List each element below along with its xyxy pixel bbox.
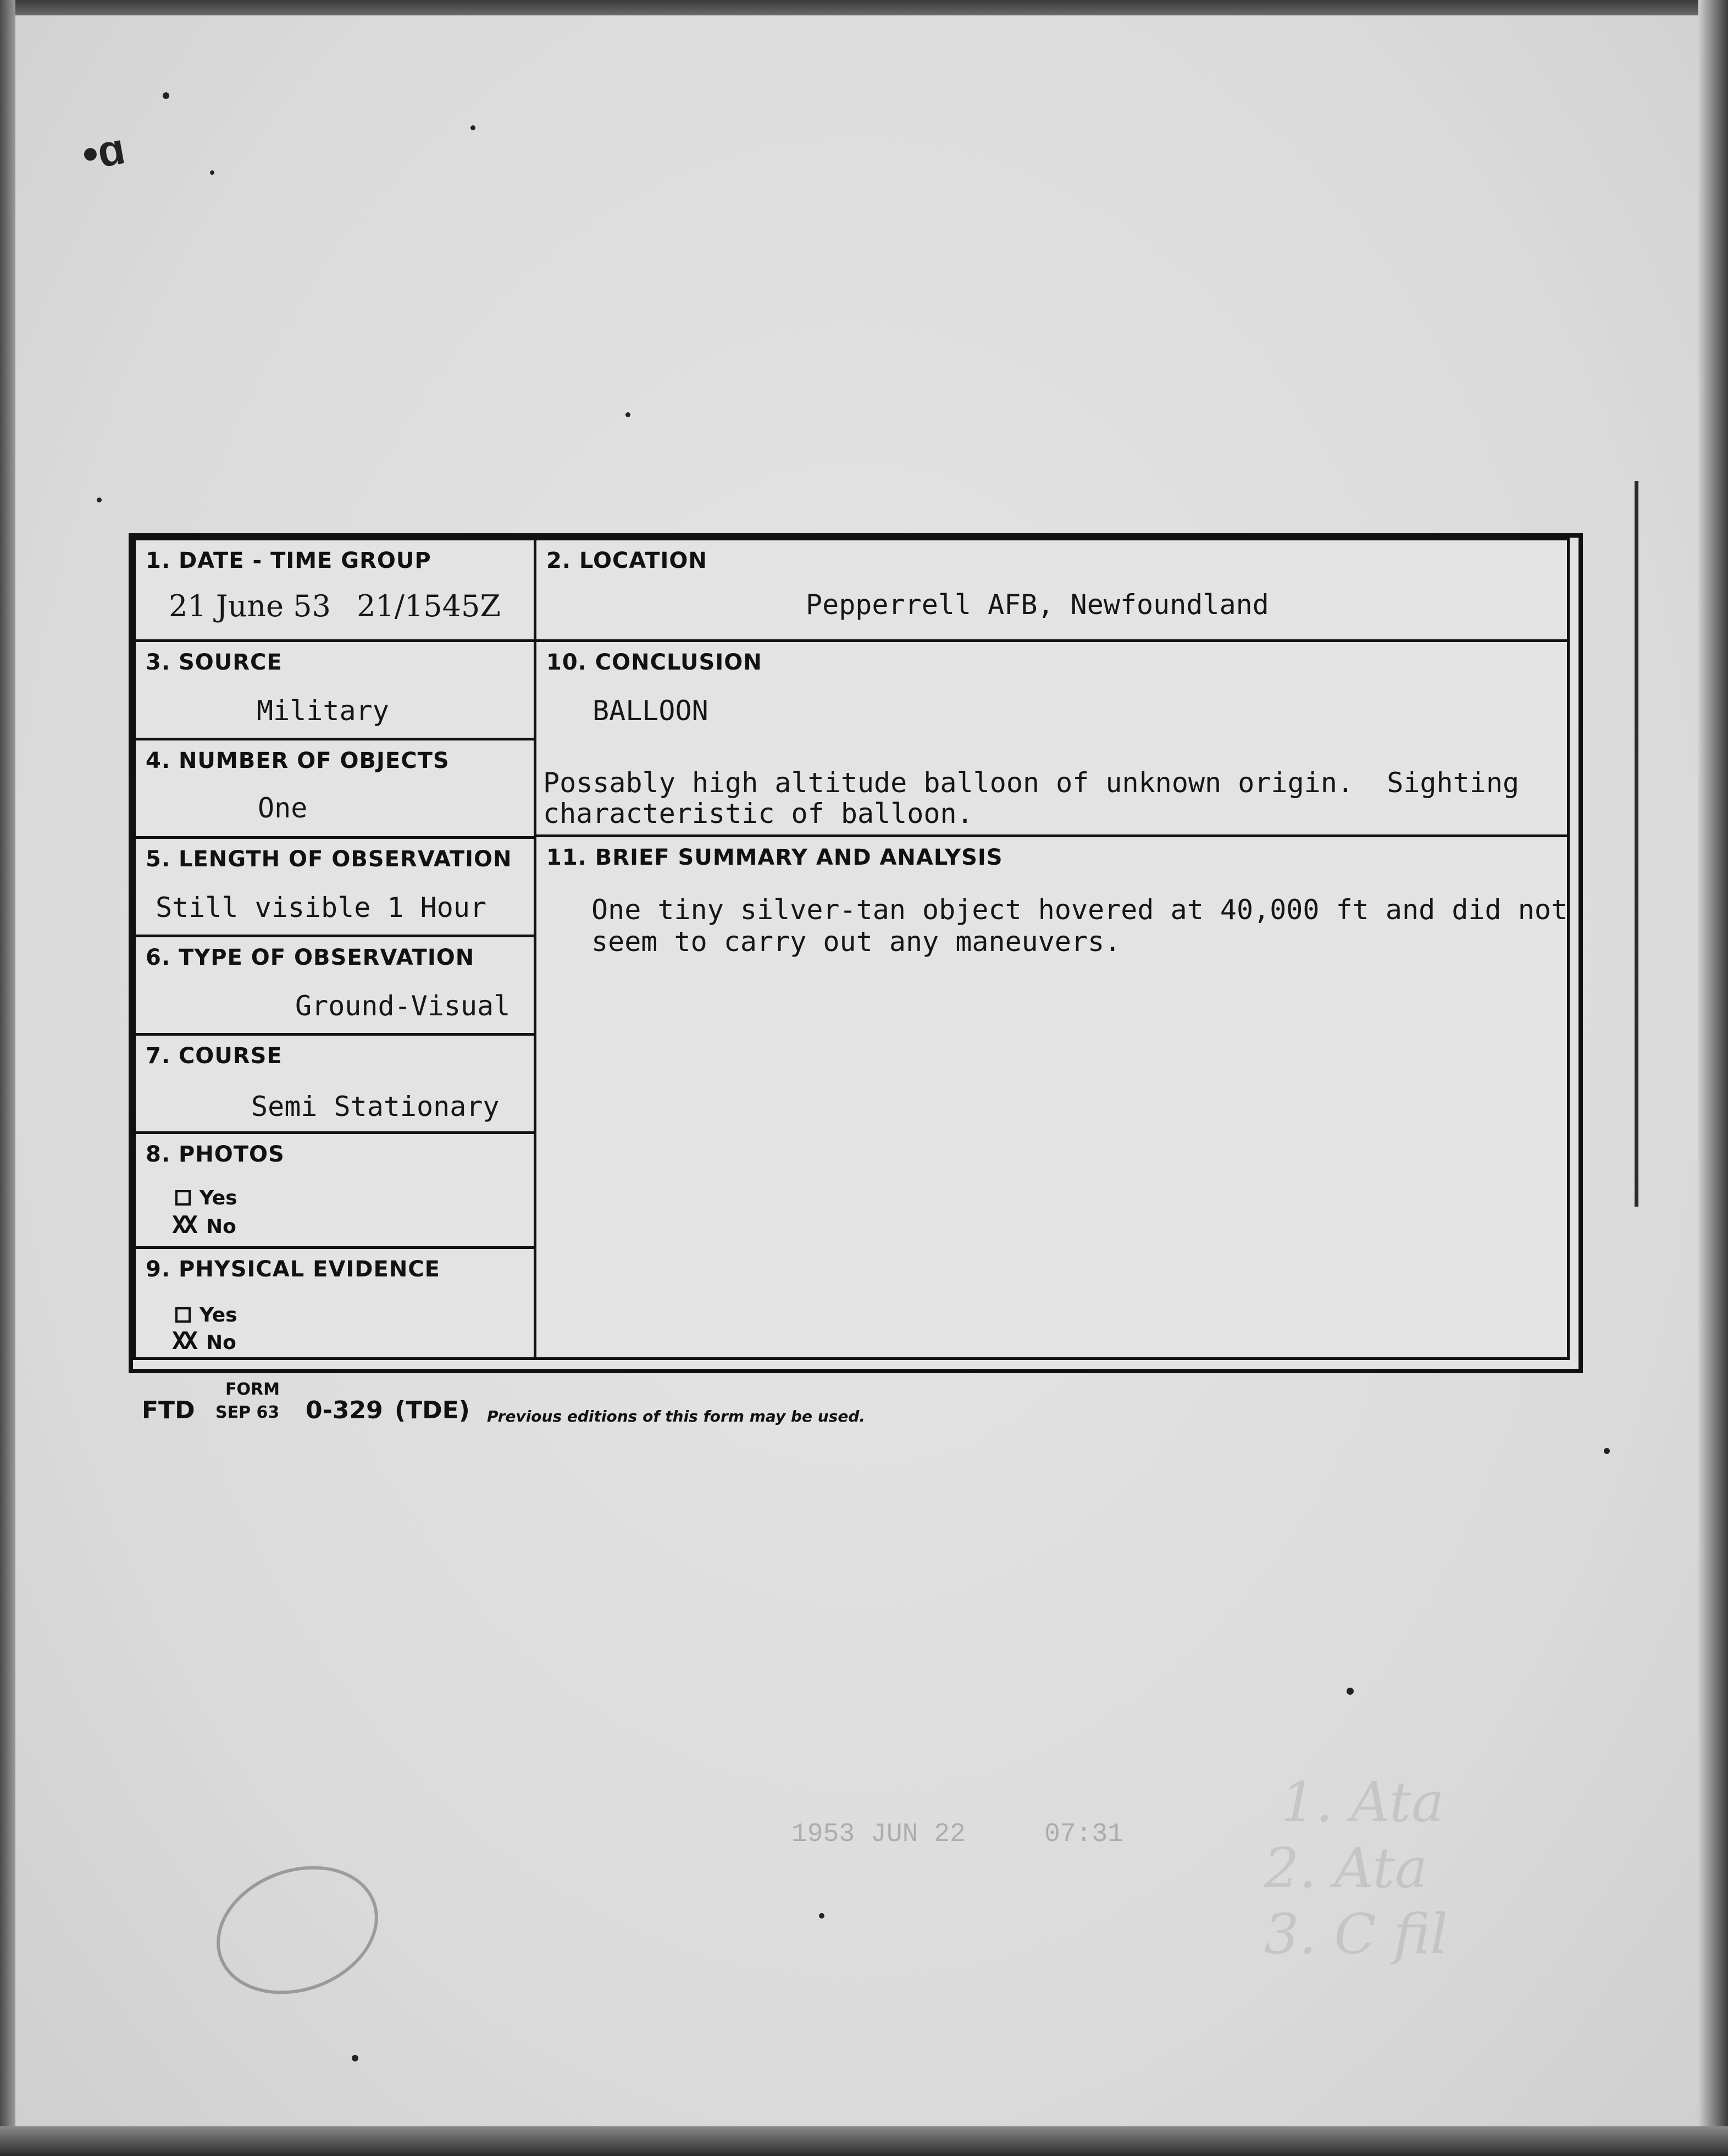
- photos-no-option: [172, 1211, 236, 1239]
- footer-note: Previous editions of this form may be used.: [487, 1407, 865, 1425]
- cell-date-time: [133, 538, 536, 642]
- summary-text-line-2: seem to carry out any maneuvers.: [591, 926, 1121, 958]
- evidence-no-check-mark: XX: [172, 1327, 195, 1355]
- evidence-no-label: No: [206, 1331, 236, 1354]
- evidence-yes-option: [175, 1304, 237, 1326]
- evidence-no-option: [172, 1327, 236, 1355]
- cell-course: [133, 1033, 536, 1134]
- conclusion-value: BALLOON: [592, 695, 708, 727]
- footer-ftd: FTD: [142, 1396, 195, 1424]
- photos-yes-checkbox: [175, 1190, 191, 1206]
- speck: [819, 1913, 824, 1919]
- cell-location: [534, 538, 1570, 642]
- footer-form-word: FORM: [225, 1380, 280, 1399]
- cell-number-of-objects: [133, 738, 536, 839]
- evidence-yes-checkbox: [175, 1307, 191, 1323]
- summary-text-line-1: One tiny silver-tan object hovered at 40,000 ft and did not: [591, 894, 1568, 926]
- cell-length-of-observation: [133, 836, 536, 937]
- scan-border-right: [1698, 0, 1728, 2156]
- course-value: Semi Stationary: [251, 1091, 500, 1123]
- conclusion-text-line-2: characteristic of balloon.: [543, 798, 973, 830]
- photos-label: 8. PHOTOS: [146, 1142, 285, 1167]
- corner-mark: •ɑ: [78, 124, 129, 180]
- conclusion-text-line-1: Possably high altitude balloon of unknown origin. Sighting: [543, 767, 1520, 799]
- photos-yes-label: Yes: [200, 1187, 237, 1209]
- scan-border-top: [0, 0, 1728, 15]
- stamp-time: 07:31: [1044, 1820, 1124, 1849]
- type-of-observation-value: Ground-Visual: [295, 990, 511, 1022]
- cell-source: [133, 639, 536, 740]
- cell-photos: [133, 1131, 536, 1249]
- number-of-objects-label: 4. NUMBER OF OBJECTS: [146, 748, 450, 773]
- location-label: 2. LOCATION: [546, 548, 707, 573]
- speck: [210, 170, 214, 175]
- photos-no-check-mark: XX: [172, 1211, 195, 1239]
- photos-no-label: No: [206, 1215, 236, 1238]
- speck: [470, 125, 475, 130]
- scan-border-bottom: [0, 2126, 1728, 2156]
- footer-form-number: 0-329: [306, 1396, 383, 1424]
- source-label: 3. SOURCE: [146, 650, 283, 675]
- cell-conclusion: [534, 639, 1570, 837]
- routing-note-3: 3. C fil: [1264, 1902, 1448, 1966]
- scan-border-left: [0, 0, 15, 2156]
- cell-summary: [534, 834, 1570, 1360]
- type-of-observation-label: 6. TYPE OF OBSERVATION: [146, 945, 475, 970]
- speck: [1604, 1448, 1610, 1454]
- footer-office: (TDE): [395, 1396, 470, 1424]
- speck: [97, 497, 102, 502]
- length-of-observation-value: Still visible 1 Hour: [156, 892, 487, 924]
- conclusion-label: 10. CONCLUSION: [546, 650, 762, 675]
- speck: [625, 412, 630, 417]
- course-label: 7. COURSE: [146, 1043, 283, 1069]
- evidence-yes-label: Yes: [200, 1304, 237, 1326]
- stamp-date: 1953 JUN 22: [791, 1820, 966, 1849]
- time-value: 21/1545Z: [357, 589, 501, 623]
- footer-date: SEP 63: [215, 1403, 280, 1422]
- date-value: 21 June 53: [169, 589, 331, 623]
- routing-note-2: 2. Ata: [1264, 1836, 1428, 1900]
- number-of-objects-value: One: [258, 792, 308, 824]
- length-of-observation-label: 5. LENGTH OF OBSERVATION: [146, 847, 512, 872]
- scan-shadow-line: [1635, 481, 1638, 1207]
- location-value: Pepperrell AFB, Newfoundland: [806, 589, 1269, 621]
- date-time-label: 1. DATE - TIME GROUP: [146, 548, 431, 573]
- routing-note-1: 1. Ata: [1281, 1770, 1444, 1834]
- project-card-form: [129, 533, 1583, 1373]
- source-value: Military: [257, 695, 389, 727]
- speck: [1347, 1688, 1354, 1695]
- speck: [352, 2055, 358, 2061]
- speck: [163, 92, 169, 99]
- physical-evidence-label: 9. PHYSICAL EVIDENCE: [146, 1257, 440, 1282]
- photos-yes-option: [175, 1187, 237, 1209]
- cell-type-of-observation: [133, 935, 536, 1036]
- summary-label: 11. BRIEF SUMMARY AND ANALYSIS: [546, 845, 1003, 870]
- cell-physical-evidence: [133, 1246, 536, 1360]
